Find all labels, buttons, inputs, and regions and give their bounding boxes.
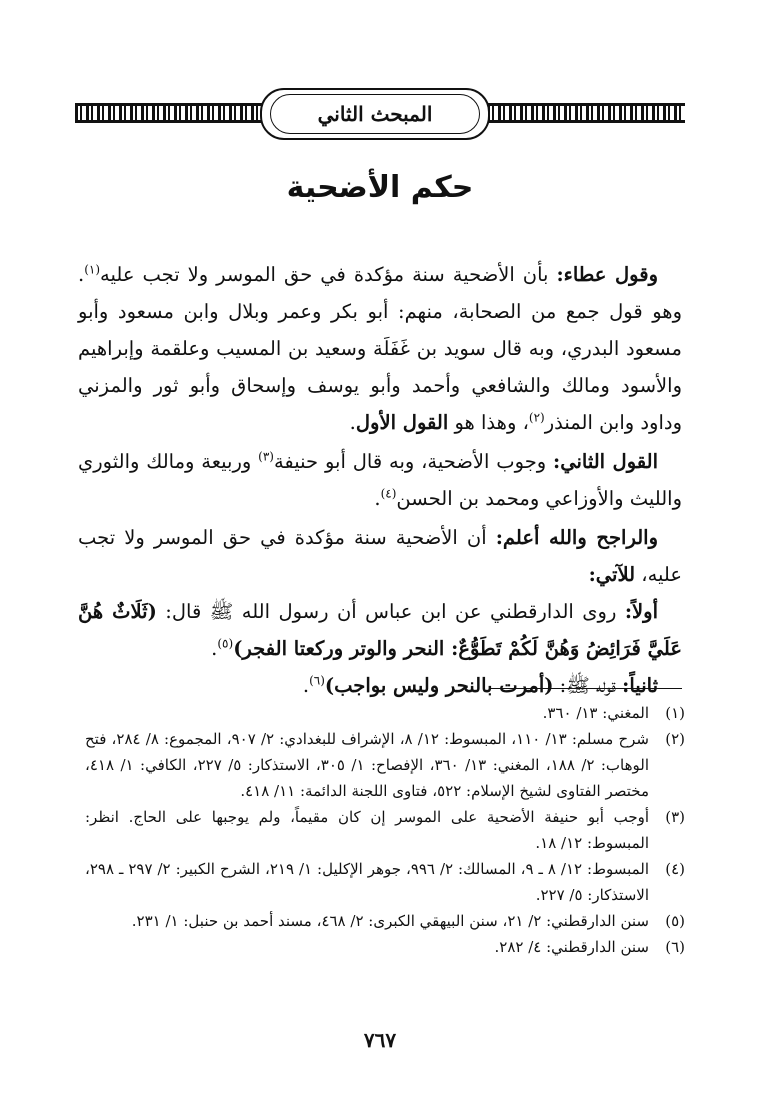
footnote: [85, 934, 685, 960]
section-label: المبحث الثاني: [317, 102, 433, 126]
footnote-text: أوجب أبو حنيفة الأضحية على الموسر إن كان مقيماً، ولم يوجبها على الحاج. انظر: المبسوط: ١٢/ ١٨.: [85, 808, 649, 852]
ornament-left: [75, 103, 263, 123]
footnote: [85, 726, 685, 804]
chapter-title: حكم الأضحية: [286, 170, 474, 205]
lead-phrase: ثانياً:: [622, 674, 658, 697]
footnote-number: (٦): [665, 938, 685, 956]
footnote-text: المغني: ١٣/ ٣٦٠.: [542, 704, 649, 722]
footnote-marker[interactable]: (٣): [258, 449, 274, 464]
text-segment: .: [302, 674, 310, 697]
paragraph-4: [78, 593, 682, 667]
footnote: [85, 700, 685, 726]
text-segment: .: [374, 487, 381, 510]
footnote-marker[interactable]: (٤): [380, 486, 397, 501]
footnote-text: المبسوط: ١٢/ ٨ ـ ٩، المسالك: ٢/ ٩٩٦، جوهر الإكليل: ١/ ٢١٩، الشرح الكبير: ٢/ ٢٩٧ ـ ٢٩٨، الاستذكار: ٥/ ٢٢٧.: [85, 860, 650, 904]
text-segment: وربيعة ومالك والثوري والليث والأوزاعي ومحمد بن الحسن: [78, 450, 682, 510]
ornament-right: [487, 103, 685, 123]
paragraph-5: [78, 667, 682, 704]
text-segment: .: [349, 411, 356, 434]
footnote-number: (٥): [665, 912, 685, 930]
text-segment: قوله ﷺ:: [553, 674, 623, 697]
footnote-number: (١): [665, 704, 685, 722]
hadith-quote: (ثَلَاثٌ هُنَّ عَلَيَّ فَرَائِضُ وَهُنَّ لَكُمْ تَطَوُّعٌ: النحر والوتر وركعتا الفجر): [78, 600, 682, 660]
section-header: [75, 84, 685, 148]
text-segment: روى الدارقطني عن ابن عباس أن رسول الله ﷺ قال:: [156, 600, 625, 623]
lead-phrase: القول الثاني:: [553, 450, 658, 473]
bold-phrase: القول الأول: [355, 411, 449, 434]
lead-phrase: والراجح والله أعلم:: [495, 526, 658, 549]
footnote-text: سنن الدارقطني: ٢/ ٢١، سنن البيهقي الكبرى: ٢/ ٤٦٨، مسند أحمد بن حنبل: ١/ ٢٣١.: [131, 912, 649, 930]
footnotes: [85, 700, 685, 960]
footnote-marker[interactable]: (٦): [309, 673, 325, 688]
text-segment: بأن الأضحية سنة مؤكدة في حق الموسر ولا تجب عليه: [100, 263, 557, 286]
footnote-number: (٣): [665, 808, 685, 826]
lead-phrase: أولاً:: [624, 600, 658, 623]
footnote-marker[interactable]: (٢): [528, 410, 545, 425]
footnote: [85, 856, 685, 908]
lead-phrase: وقول عطاء:: [556, 263, 658, 286]
footnote-text: سنن الدارقطني: ٤/ ٢٨٢.: [494, 938, 649, 956]
paragraph-1: [78, 256, 682, 441]
footnote-number: (٢): [665, 730, 685, 748]
paragraph-3: [78, 519, 682, 593]
footnote: [85, 804, 685, 856]
text-segment: ، وهذا هو: [448, 411, 529, 434]
main-text: [78, 256, 682, 704]
footnote-marker[interactable]: (١): [84, 262, 101, 277]
section-cartouche: [260, 88, 490, 140]
text-segment: .: [211, 637, 218, 660]
text-segment: أن الأضحية سنة مؤكدة في حق الموسر ولا تجب عليه،: [78, 526, 682, 586]
footnote-text: شرح مسلم: ١٣/ ١١٠، المبسوط: ١٢/ ٨، الإشراف للبغدادي: ٢/ ٩٠٧، المجموع: ٨/ ٢٨٤، فتح الوهاب: ٢/ ١٨٨، المغني: ١٣/ ٣٦٠، الإفصاح: ١/ ٣٠٥، الاستذكار: ٥/ ٢٢٧، الكافي: ١/ ٤١٨، مختصر الفتاوى لشيخ الإسلام: ٥٢٢، فتاوى اللجنة الدائمة: ١١/ ٤١٨.: [85, 730, 650, 800]
paragraph-2: [78, 443, 682, 517]
bold-phrase: للآتي:: [588, 563, 636, 586]
footnote: [85, 908, 685, 934]
footnote-separator: [490, 688, 682, 689]
page-number: ٧٦٧: [363, 1028, 397, 1052]
footnote-number: (٤): [665, 860, 685, 878]
text-segment: . وهو قول جمع من الصحابة، منهم: أبو بكر وعمر وبلال وابن مسعود وأبو مسعود البدري، وبه قال سويد بن غَفَلَة وسعيد بن المسيب وعلقمة وإبراهيم والأسود ومالك والشافعي وأحمد وأبو يوسف وإسحاق وأبو ثور والمزني وداود وابن المنذر: [78, 263, 682, 434]
footnote-marker[interactable]: (٥): [217, 636, 234, 651]
text-segment: وجوب الأضحية، وبه قال أبو حنيفة: [273, 450, 554, 473]
hadith-quote: (أمرت بالنحر وليس بواجب): [324, 674, 554, 697]
